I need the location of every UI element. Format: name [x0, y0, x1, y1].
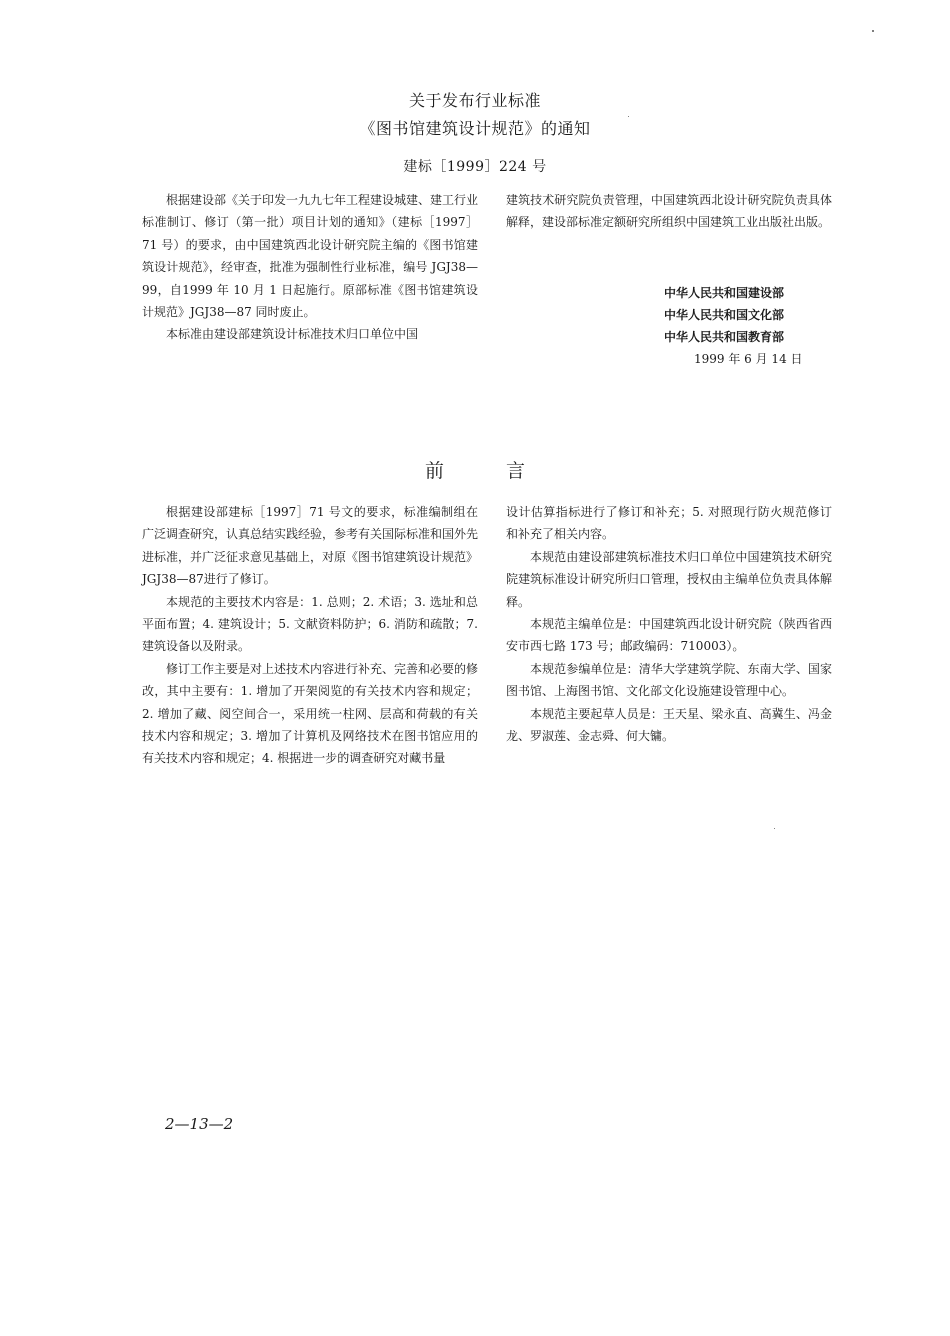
- preface-paragraph: 本规范的主要技术内容是：1. 总则；2. 术语；3. 选址和总平面布置；4. 建筑设计；5. 文献资料防护；6. 消防和疏散；7. 建筑设备以及附录。: [142, 594, 478, 654]
- signatory-ministry-construction: 中华人民共和国建设部: [664, 286, 785, 300]
- preface-heading-right: 言: [506, 460, 526, 482]
- preface-paragraph: 设计估算指标进行了修订和补充；5. 对照现行防火规范修订和补充了相关内容。: [506, 505, 832, 542]
- preface-heading-left: 前: [424, 460, 444, 482]
- scan-speck: [774, 828, 775, 829]
- scan-speck: [872, 30, 874, 32]
- notice-paragraph: 本标准由建设部建筑设计标准技术归口单位中国: [166, 327, 419, 342]
- preface-paragraph: 本规范主要起草人员是：王天星、梁永直、高冀生、冯金龙、罗淑莲、金志舜、何大镛。: [506, 706, 832, 744]
- notice-title-line2: 《图书馆建筑设计规范》的通知: [359, 119, 591, 138]
- preface-paragraph: 修订工作主要是对上述技术内容进行补充、完善和必要的修改，其中主要有：1. 增加了开架阅览的有关技术内容和规定；2. 增加了藏、阅空间合一，采用统一柱网、层高和荷载的有关技术内容和规定；3. 增加了计算机及网络技术在图书馆应用的有关技术内容和规定；4. 根据进一步的调查研究对藏书量: [142, 661, 479, 766]
- notice-paragraph: 根据建设部《关于印发一九九七年工程建设城建、建工行业标准制订、修订（第一批）项目计划的通知》（建标［1997］71 号）的要求，由中国建筑西北设计研究院主编的《图书馆建筑设计规范》，经审查，批准为强制性行业标准，编号 JGJ38—99，自1999 年 10 月 1 日起施行。原部标准《图书馆建筑设计规范》JGJ38—87 同时废止。: [142, 193, 479, 320]
- preface-paragraph: 本规范参编单位是：清华大学建筑学院、东南大学、国家图书馆、上海图书馆、文化部文化设施建设管理中心。: [506, 661, 832, 699]
- notice-left-column: [142, 189, 478, 346]
- preface-paragraph: 根据建设部建标［1997］71 号文的要求，标准编制组在广泛调查研究，认真总结实践经验，参考有关国际标准和国外先进标准，并广泛征求意见基础上，对原《图书馆建筑设计规范》JGJ38—87进行了修订。: [142, 505, 479, 587]
- notice-doc-number: 建标［1999］224 号: [403, 159, 547, 175]
- preface-right-column: [506, 501, 832, 747]
- preface-heading: [0, 456, 950, 483]
- notice-title-line1: 关于发布行业标准: [408, 91, 541, 110]
- preface-left-column: [142, 501, 478, 770]
- signatory-ministry-education: 中华人民共和国教育部: [664, 330, 785, 344]
- notice-date: 1999 年 6 月 14 日: [694, 352, 803, 366]
- notice-right-column: [506, 189, 832, 234]
- notice-paragraph: 建筑技术研究院负责管理，中国建筑西北设计研究院负责具体解释，建设部标准定额研究所组织中国建筑工业出版社出版。: [506, 193, 832, 230]
- page-number: 2—13—2: [165, 1115, 234, 1133]
- scan-speck: [628, 116, 629, 117]
- preface-paragraph: 本规范由建设部建筑标准技术归口单位中国建筑技术研究院建筑标准设计研究所归口管理，授权由主编单位负责具体解释。: [506, 549, 832, 609]
- signatory-ministry-culture: 中华人民共和国文化部: [664, 308, 785, 322]
- preface-paragraph: 本规范主编单位是：中国建筑西北设计研究院（陕西省西安市西七路 173 号；邮政编码：710003）。: [506, 617, 832, 654]
